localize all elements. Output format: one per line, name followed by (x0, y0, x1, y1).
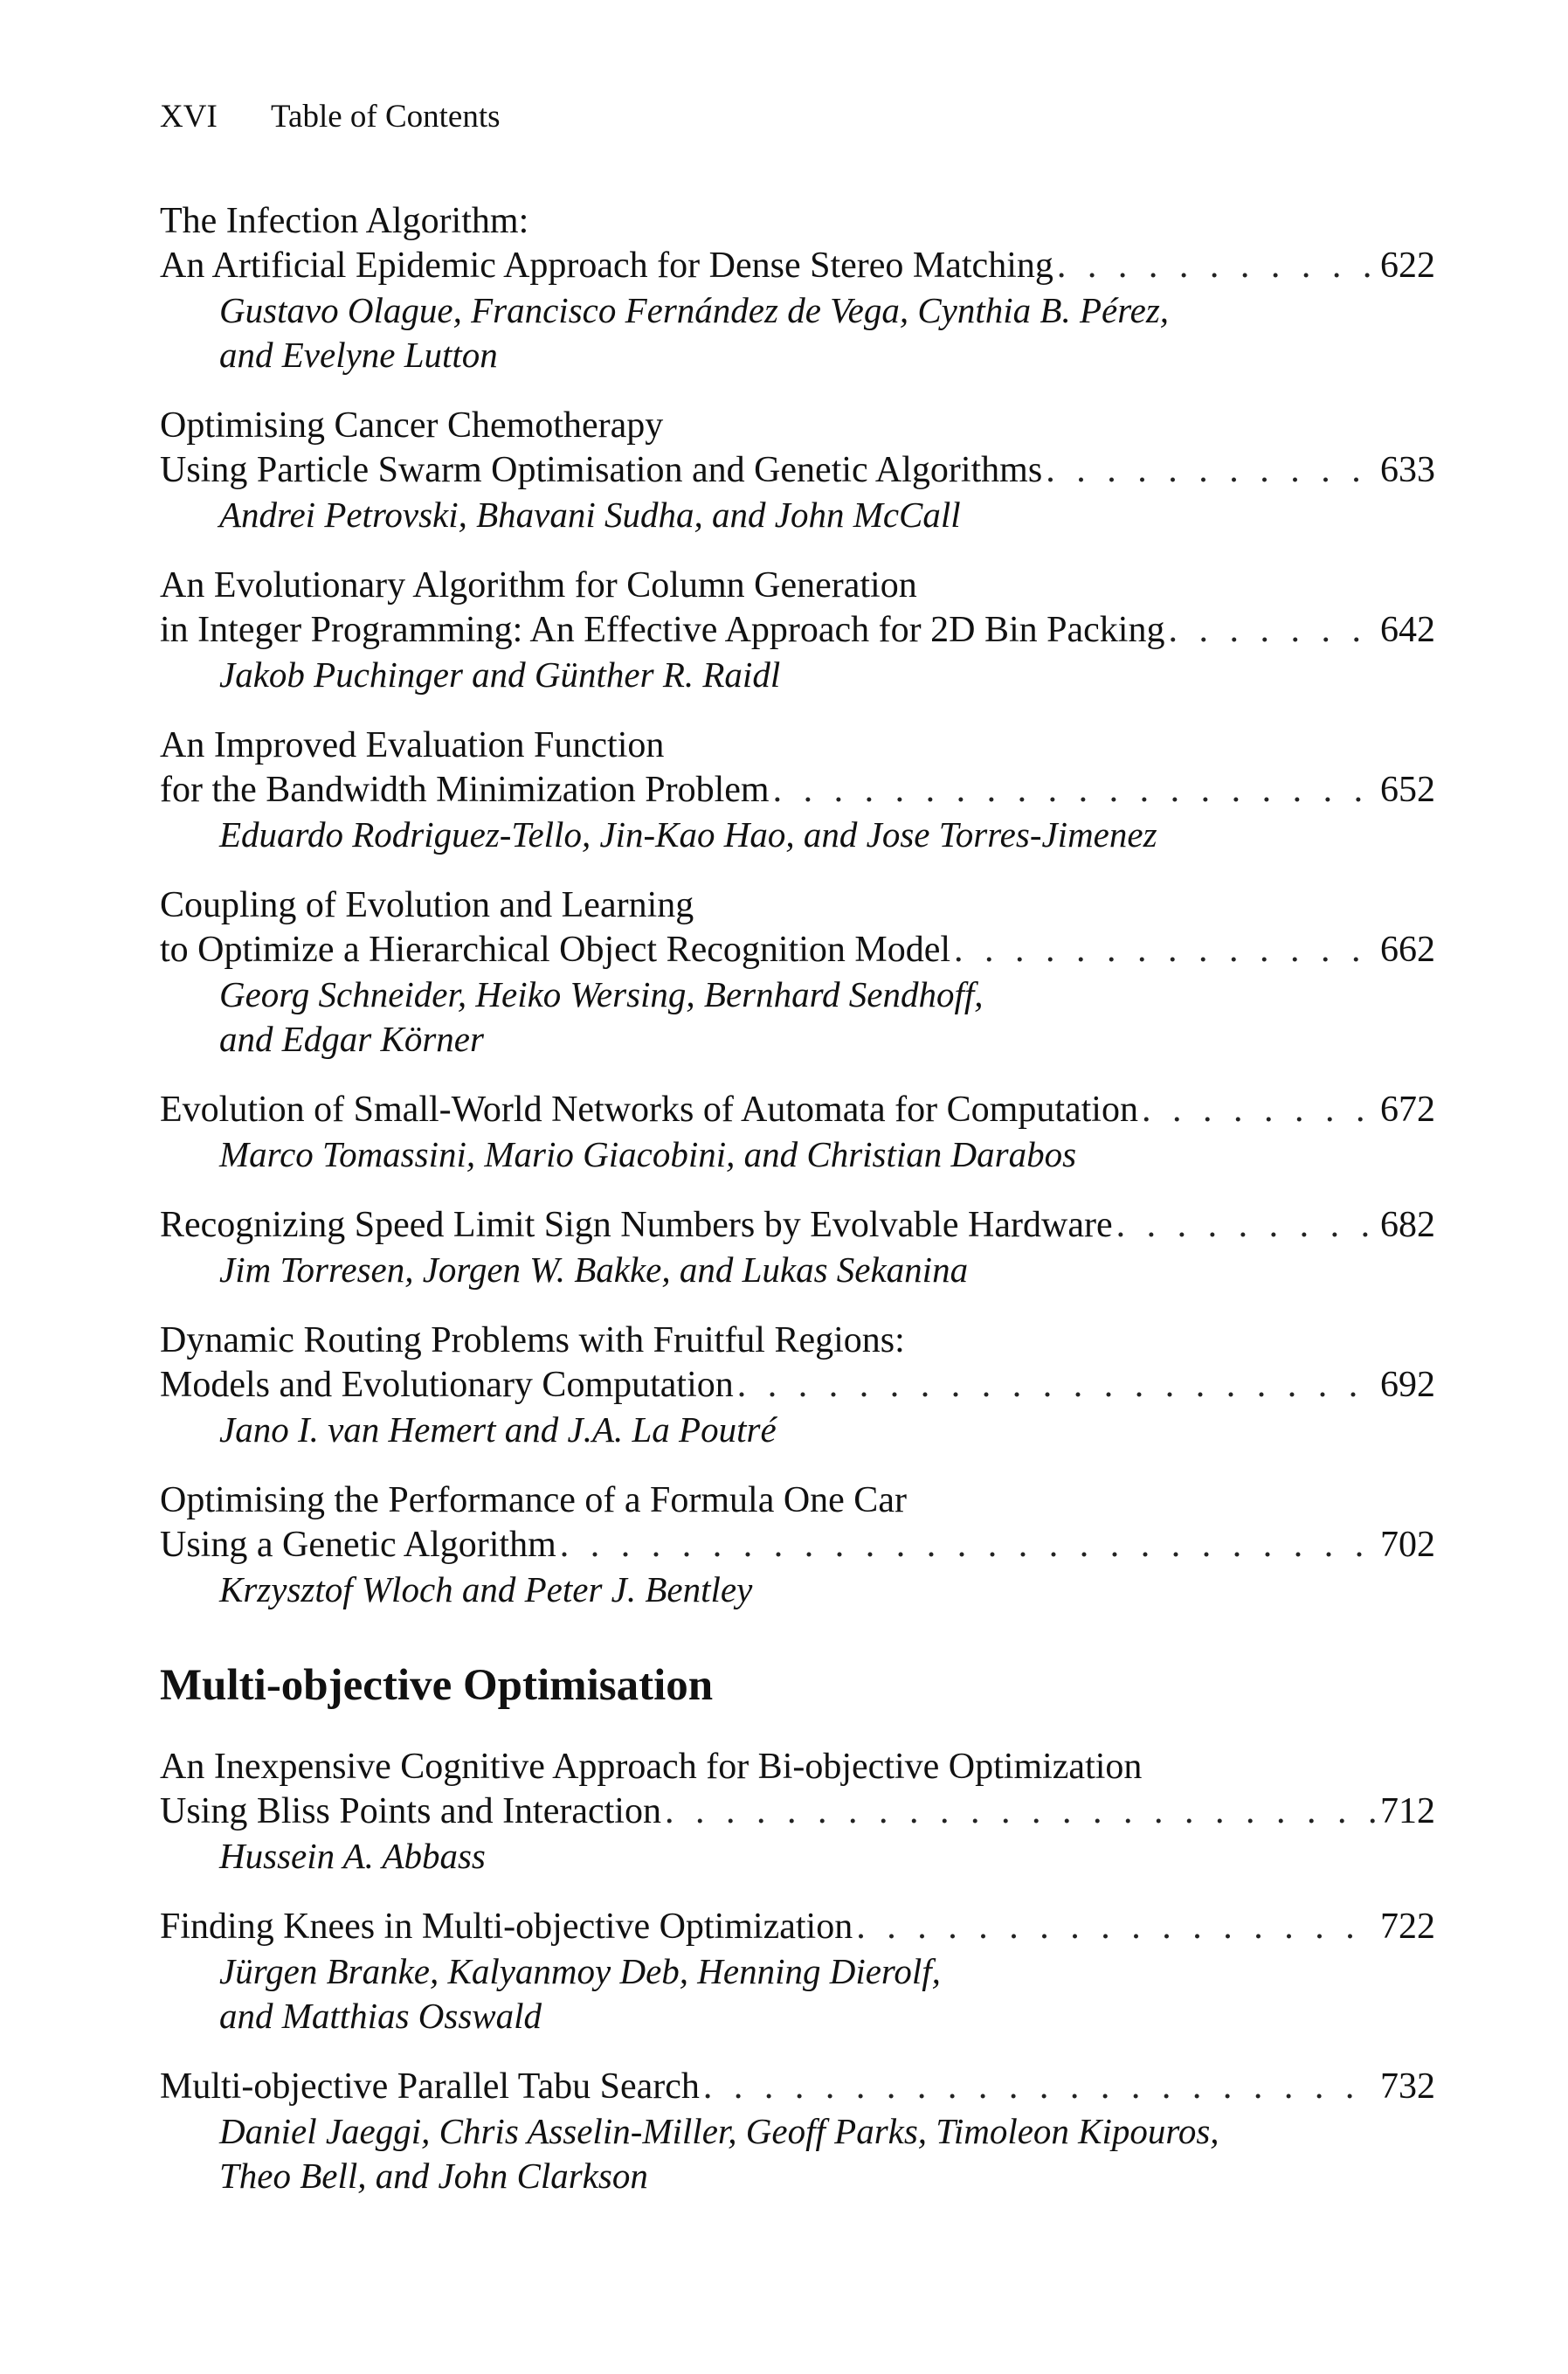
dot-leader (856, 1905, 1375, 1949)
toc-entry (160, 2065, 1435, 2198)
entry-authors: and Edgar Körner (219, 1019, 484, 1059)
entry-title-line: Models and Evolutionary Computation (160, 1365, 734, 1405)
entry-title-line: The Infection Algorithm: (160, 201, 529, 241)
entry-authors: Daniel Jaeggi, Chris Asselin-Miller, Geoff Parks, Timoleon Kipouros, (219, 2111, 1219, 2151)
section-heading: Multi-objective Optimisation (160, 1661, 714, 1710)
entry-page-number: 662 (1380, 930, 1435, 970)
entry-title-leader-line (160, 1088, 1435, 1132)
entry-authors: and Evelyne Lutton (219, 335, 498, 375)
entry-title-leader-line (160, 1789, 1435, 1834)
entry-authors: Andrei Petrovski, Bhavani Sudha, and John McCall (219, 495, 961, 535)
toc-entry (160, 1203, 1435, 1292)
entry-authors: Hussein A. Abbass (219, 1836, 486, 1876)
entry-title-line: Using Bliss Points and Interaction (160, 1791, 661, 1831)
toc-entry (160, 1088, 1435, 1177)
entry-page-number: 692 (1380, 1365, 1435, 1405)
entry-title-line: An Artificial Epidemic Approach for Dense Stereo Matching (160, 246, 1053, 286)
entry-authors: Eduardo Rodriguez-Tello, Jin-Kao Hao, and Jose Torres-Jimenez (219, 814, 1157, 855)
entry-page-number: 622 (1380, 246, 1435, 286)
dot-leader (665, 1789, 1375, 1834)
entry-title-leader-line (160, 448, 1435, 493)
entry-authors: Marco Tomassini, Mario Giacobini, and Christian Darabos (219, 1134, 1077, 1174)
dot-leader (1168, 608, 1375, 653)
toc-entries (160, 199, 1435, 1612)
entry-title-line: Multi-objective Parallel Tabu Search (160, 2066, 700, 2107)
entry-authors: and Matthias Osswald (219, 1996, 542, 2036)
toc-entry (160, 1319, 1435, 1452)
entry-page-number: 642 (1380, 610, 1435, 650)
entry-page-number: 682 (1380, 1205, 1435, 1245)
entry-title-line: in Integer Programming: An Effective Approach for 2D Bin Packing (160, 610, 1165, 650)
entry-title-line: for the Bandwidth Minimization Problem (160, 770, 770, 810)
entry-authors: Jürgen Branke, Kalyanmoy Deb, Henning Dierolf, (219, 1951, 941, 1991)
entry-title-leader-line (160, 608, 1435, 653)
entry-title-leader-line (160, 1363, 1435, 1408)
entry-title-line: Dynamic Routing Problems with Fruitful Regions: (160, 1320, 905, 1360)
entry-title-line: An Inexpensive Cognitive Approach for Bi-objective Optimization (160, 1747, 1143, 1787)
entry-page-number: 652 (1380, 770, 1435, 810)
entry-authors: Jim Torresen, Jorgen W. Bakke, and Lukas Sekanina (219, 1249, 969, 1290)
dot-leader (773, 768, 1375, 813)
entry-page-number: 712 (1380, 1791, 1435, 1831)
entry-title-leader-line (160, 1905, 1435, 1949)
toc-entry (160, 404, 1435, 537)
toc-entry (160, 199, 1435, 377)
dot-leader (1046, 448, 1375, 493)
entry-authors: Theo Bell, and John Clarkson (219, 2156, 648, 2196)
toc-entry (160, 1905, 1435, 2038)
toc-entries-section (160, 1745, 1435, 2198)
running-title: Table of Contents (271, 99, 501, 135)
entry-authors: Krzysztof Wloch and Peter J. Bentley (219, 1569, 753, 1609)
entry-title-line: Using Particle Swarm Optimisation and Genetic Algorithms (160, 450, 1043, 490)
entry-title-leader-line (160, 928, 1435, 972)
dot-leader (737, 1363, 1375, 1408)
toc-entry (160, 883, 1435, 1062)
entry-authors: Georg Schneider, Heiko Wersing, Bernhard Sendhoff, (219, 974, 984, 1014)
toc-entry (160, 1478, 1435, 1612)
entry-authors: Jakob Puchinger and Günther R. Raidl (219, 654, 781, 695)
toc-entry (160, 723, 1435, 857)
entry-authors: Gustavo Olague, Francisco Fernández de Vega, Cynthia B. Pérez, (219, 290, 1170, 330)
entry-title-leader-line (160, 2065, 1435, 2109)
entry-title-line: Using a Genetic Algorithm (160, 1525, 556, 1565)
entry-title-leader-line (160, 1203, 1435, 1248)
running-head (160, 96, 1435, 138)
entry-authors: Jano I. van Hemert and J.A. La Poutré (219, 1409, 777, 1450)
dot-leader (1142, 1088, 1375, 1132)
entry-page-number: 732 (1380, 2066, 1435, 2107)
entry-title-line: Finding Knees in Multi-objective Optimization (160, 1907, 853, 1947)
entry-page-number: 633 (1380, 450, 1435, 490)
entry-title-leader-line (160, 768, 1435, 813)
entry-title-line: to Optimize a Hierarchical Object Recognition Model (160, 930, 951, 970)
toc-page (160, 96, 1435, 2225)
entry-page-number: 702 (1380, 1525, 1435, 1565)
entry-title-line: An Evolutionary Algorithm for Column Generation (160, 565, 917, 606)
entry-title-line: Recognizing Speed Limit Sign Numbers by Evolvable Hardware (160, 1205, 1113, 1245)
page-number: XVI (160, 99, 218, 135)
entry-title-leader-line (160, 1523, 1435, 1568)
entry-title-line: Optimising the Performance of a Formula One Car (160, 1480, 907, 1520)
entry-title-line: An Improved Evaluation Function (160, 725, 665, 765)
entry-title-line: Evolution of Small-World Networks of Automata for Computation (160, 1090, 1138, 1130)
entry-title-line: Coupling of Evolution and Learning (160, 885, 694, 925)
dot-leader (1057, 244, 1375, 288)
dot-leader (954, 928, 1375, 972)
toc-entry (160, 564, 1435, 697)
toc-entry (160, 1745, 1435, 1879)
entry-page-number: 722 (1380, 1907, 1435, 1947)
entry-title-line: Optimising Cancer Chemotherapy (160, 405, 664, 446)
dot-leader (560, 1523, 1375, 1568)
dot-leader (1116, 1203, 1375, 1248)
entry-page-number: 672 (1380, 1090, 1435, 1130)
dot-leader (703, 2065, 1375, 2109)
entry-title-leader-line (160, 244, 1435, 288)
